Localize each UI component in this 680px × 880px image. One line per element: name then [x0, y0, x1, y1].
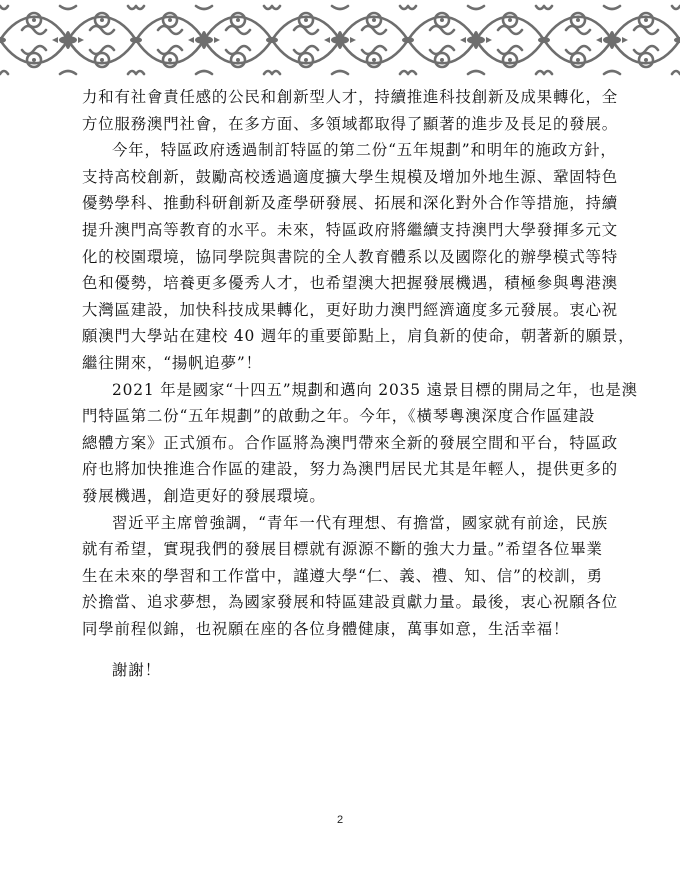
paragraph-4: [82, 510, 618, 643]
text-line: 支持高校創新，鼓勵高校透過適度擴大學生規模及增加外地生源、鞏固特色: [82, 167, 618, 186]
text-line: 就有希望，實現我們的發展目標就有源源不斷的強大力量。”希望各位畢業: [82, 540, 603, 559]
page-number: 2: [336, 814, 344, 826]
closing-thanks: 謝謝！: [112, 661, 162, 679]
paragraph-1: [82, 84, 618, 137]
scroll-ornament-icon: [0, 0, 680, 80]
text-line: 生在未來的學習和工作當中，謹遵大學“仁、義、禮、知、信”的校訓，勇: [82, 566, 603, 585]
text-line: 同學前程似錦，也祝願在座的各位身體健康，萬事如意，生活幸福！: [82, 619, 570, 638]
text-line: 府也將加快推進合作區的建設，努力為澳門居民尤其是年輕人，提供更多的: [82, 460, 618, 479]
text-line: 門特區第二份“五年規劃”的啟動之年。今年，《橫琴粵澳深度合作區建設: [82, 407, 596, 426]
text-line: 於擔當、追求夢想，為國家發展和特區建設貢獻力量。最後，衷心祝願各位: [82, 593, 618, 612]
text-line: 提升澳門高等教育的水平。未來，特區政府將繼續支持澳門大學發揮多元文: [82, 220, 618, 239]
text-line: 總體方案》正式頒布。合作區將為澳門帶來全新的發展空間和平台，特區政: [82, 433, 618, 452]
text-line: 大灣區建設，加快科技成果轉化，更好助力澳門經濟適度多元發展。衷心祝: [82, 300, 618, 319]
text-line: 習近平主席曾強調，“青年一代有理想、有擔當，國家就有前途，民族: [112, 513, 608, 532]
text-line: 願澳門大學站在建校 40 週年的重要節點上，肩負新的使命，朝著新的願景，: [82, 327, 635, 346]
text-line: 色和優勢，培養更多優秀人才，也希望澳大把握發展機遇，積極參與粵港澳: [82, 274, 618, 293]
text-line: 2021 年是國家“十四五”規劃和邁向 2035 遠景目標的開局之年，也是澳: [112, 380, 638, 399]
text-line: 力和有社會責任感的公民和創新型人才，持續推進科技創新及成果轉化，全: [82, 88, 618, 106]
paragraph-3: [82, 377, 638, 510]
ornamental-header-banner: [0, 0, 680, 80]
text-line: 優勢學科、推動科研創新及產學研發展、拓展和深化對外合作等措施，持續: [82, 194, 618, 213]
text-line: 今年，特區政府透過制訂特區的第二份“五年規劃”和明年的施政方針，: [112, 141, 617, 160]
speech-body: [82, 84, 638, 642]
text-line: 繼往開來，“揚帆追夢”！: [82, 353, 262, 372]
text-line: 發展機遇，創造更好的發展環境。: [82, 486, 326, 505]
text-line: 方位服務澳門社會，在多方面、多領域都取得了顯著的進步及長足的發展。: [82, 114, 618, 133]
paragraph-2: [82, 137, 635, 376]
text-line: 化的校園環境，協同學院與書院的全人教育體系以及國際化的辦學模式等特: [82, 247, 618, 266]
